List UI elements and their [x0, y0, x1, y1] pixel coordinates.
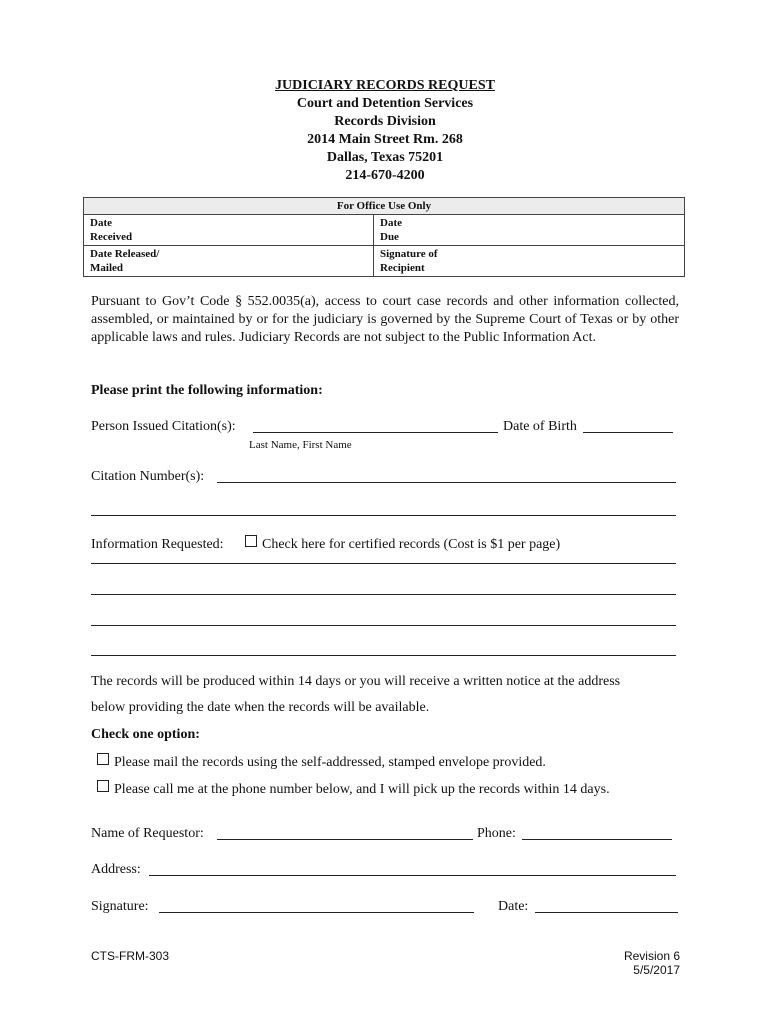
signature-recipient-label-2: Recipient: [380, 262, 425, 274]
date-received-cell: [84, 215, 374, 246]
notice-line-1: The records will be produced within 14 days or you will receive a written notice at the address: [91, 674, 621, 689]
info-field-line-4[interactable]: [91, 655, 676, 656]
mail-option-label: Please mail the records using the self-addressed, stamped envelope provided.: [114, 755, 546, 770]
date-due-cell: [374, 215, 685, 246]
signature-label: Signature:: [91, 899, 149, 914]
requestor-name-field[interactable]: [217, 839, 473, 840]
mail-option[interactable]: [97, 753, 546, 772]
info-field-line-1[interactable]: [91, 563, 676, 564]
address-label: Address:: [91, 862, 141, 877]
phone-field[interactable]: [522, 839, 672, 840]
intro-paragraph: Pursuant to Gov’t Code § 552.0035(a), access to court case records and other information collected, assembled, or maintained by or for the judiciary is governed by the Supreme Court of Texas or by other applicable laws and rules. Judiciary Records are not subject to the Public Information Act.: [91, 294, 679, 345]
date-received-label: Date: [90, 217, 112, 229]
phone-label: Phone:: [477, 826, 516, 841]
certified-label: Check here for certified records (Cost is $1 per page): [262, 537, 561, 552]
date-label: Date:: [498, 899, 529, 914]
print-heading: Please print the following information:: [91, 383, 323, 398]
address-field[interactable]: [149, 875, 676, 876]
citation-field-line-2[interactable]: [91, 515, 676, 516]
info-field-line-3[interactable]: [91, 625, 676, 626]
notice-line-2: below providing the date when the records will be available.: [91, 700, 430, 715]
signature-recipient-label: Signature of: [380, 248, 438, 260]
date-released-label-2: Mailed: [90, 262, 123, 274]
document-header: [0, 77, 770, 185]
office-use-title: For Office Use Only: [84, 198, 685, 215]
document-title: JUDICIARY RECORDS REQUEST: [275, 78, 495, 93]
person-name-field[interactable]: [253, 432, 498, 433]
signature-recipient-cell: [374, 246, 685, 277]
info-requested-label: Information Requested:: [91, 537, 224, 552]
mail-checkbox[interactable]: [97, 753, 109, 765]
certified-checkbox[interactable]: [245, 535, 257, 547]
date-field[interactable]: [535, 912, 678, 913]
person-label: Person Issued Citation(s):: [91, 419, 236, 434]
certified-option[interactable]: [245, 535, 560, 554]
options-heading: Check one option:: [91, 727, 200, 742]
date-due-label-2: Due: [380, 231, 399, 243]
dob-field[interactable]: [583, 432, 673, 433]
pickup-checkbox[interactable]: [97, 780, 109, 792]
dob-label: Date of Birth: [503, 419, 577, 434]
signature-field[interactable]: [159, 912, 474, 913]
pickup-option-label: Please call me at the phone number below, and I will pick up the records within 14 days.: [114, 782, 610, 797]
date-due-label: Date: [380, 217, 402, 229]
date-received-label-2: Received: [90, 231, 133, 243]
revision-block: [560, 949, 680, 977]
department-name: Court and Detention Services: [296, 96, 474, 111]
info-field-line-2[interactable]: [91, 594, 676, 595]
date-released-cell: [84, 246, 374, 277]
requestor-name-label: Name of Requestor:: [91, 826, 204, 841]
revision-number: Revision 6: [623, 949, 680, 963]
form-id: CTS-FRM-303: [91, 949, 170, 963]
date-released-label: Date Released/: [90, 248, 160, 260]
city-state-zip: Dallas, Texas 75201: [326, 150, 444, 165]
citation-label: Citation Number(s):: [91, 469, 205, 484]
pickup-option[interactable]: [97, 780, 610, 799]
person-hint: Last Name, First Name: [249, 439, 352, 451]
street-address: 2014 Main Street Rm. 268: [307, 132, 463, 147]
citation-field[interactable]: [217, 482, 676, 483]
revision-date: 5/5/2017: [633, 963, 680, 977]
phone-number: 214-670-4200: [345, 168, 425, 183]
division-name: Records Division: [334, 114, 436, 129]
office-use-table: [83, 197, 685, 277]
